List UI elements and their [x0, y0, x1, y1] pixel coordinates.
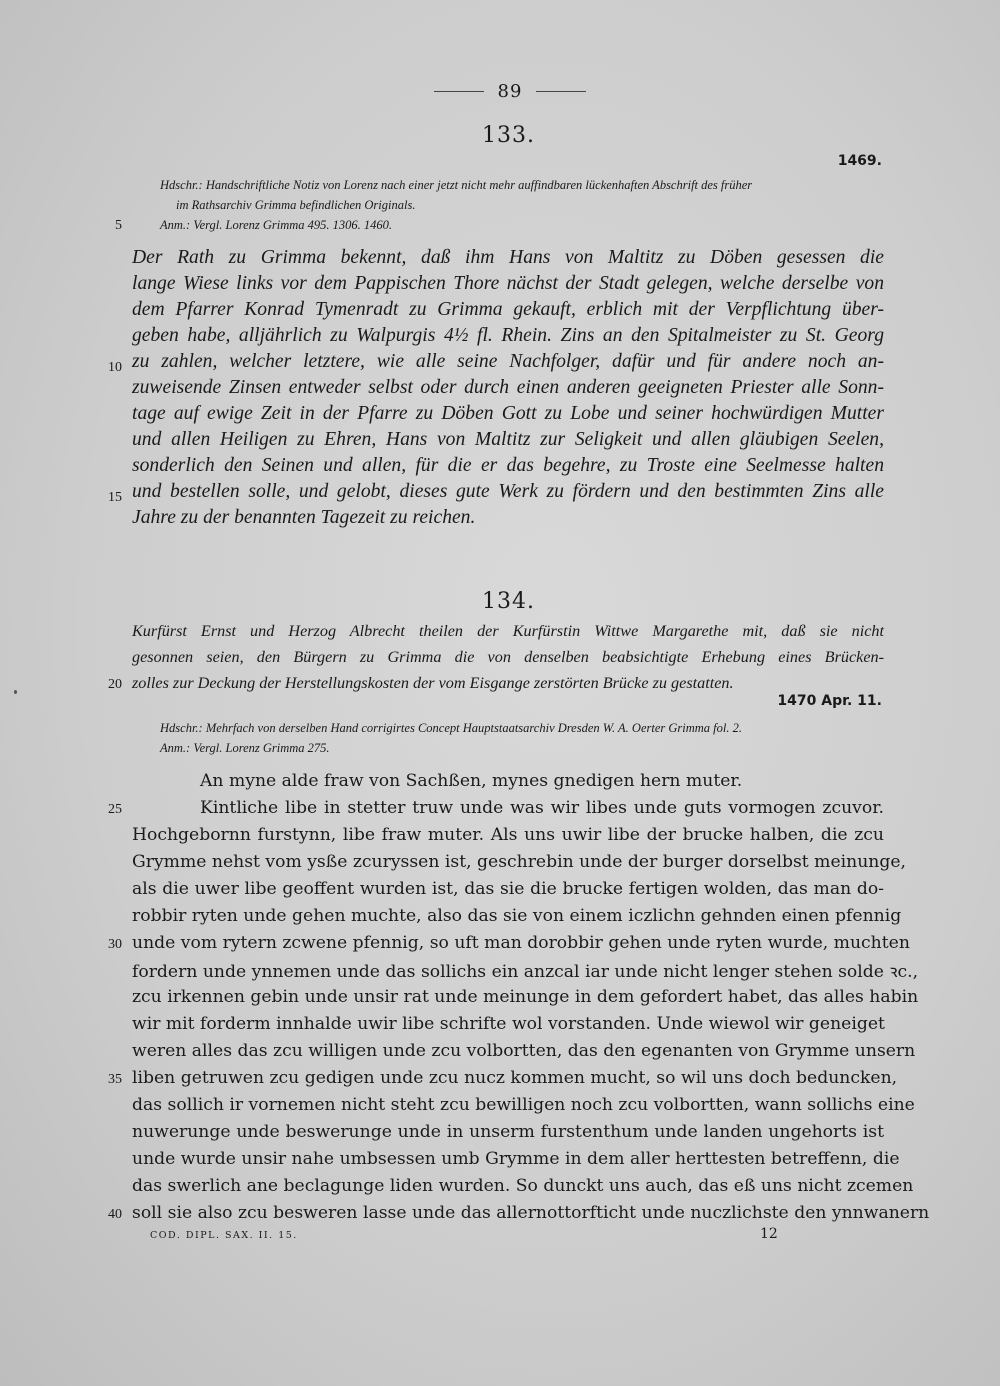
line-number: 20 [108, 677, 122, 692]
document-number-134: 134. [482, 589, 535, 614]
body-line: und bestellen solle, und gelobt, dieses gute Werk zu fördern und den bestimmten Zins alle [132, 481, 884, 502]
letter-line: das swerlich ane beclagunge liden wurden. So dunckt uns auch, das eß uns nicht zcemen [132, 1176, 914, 1196]
letter-line: das sollich ir vornemen nicht steht zcu bewilligen noch zcu volbortten, wann sollichs eine [132, 1095, 915, 1115]
body-line: zuweisende Zinsen entweder selbst oder durch einen anderen geeigneten Priester alle Sonn- [132, 377, 884, 398]
manuscript-note-133-cont: im Rathsarchiv Grimma befindlichen Originals. [176, 198, 416, 212]
letter-line: unde vom rytern zcwene pfennig, so uft man dorobbir gehen unde ryten wurde, muchten [132, 933, 910, 953]
body-line: dem Pfarrer Konrad Tymenradt zu Grimma gekauft, erblich mit der Verpflichtung über- [132, 299, 884, 320]
letter-line: unde wurde unsir nahe umbsessen umb Grymme in dem aller herttesten betreffenn, die [132, 1149, 900, 1169]
body-line: tage auf ewige Zeit in der Pfarre zu Döben Gott zu Lobe und seiner hochwürdigen Mutter [132, 403, 884, 424]
letter-line: nuwerunge unde beswerunge unde in unserm furstenthum unde landen ungehorts ist [132, 1122, 884, 1142]
body-line: zu zahlen, welcher letztere, wie alle seine Nachfolger, dafür und für andere noch an- [132, 351, 884, 372]
header-rule-left [434, 91, 484, 92]
manuscript-note-134: Hdschr.: Mehrfach von derselben Hand corrigirtes Concept Hauptstaatsarchiv Dresden W. A. Oerter Grimma fol. 2. [160, 721, 743, 735]
body-line: Der Rath zu Grimma bekennt, daß ihm Hans von Maltitz zu Döben gesessen die [132, 247, 884, 268]
body-line: lange Wiese links vor dem Pappischen Thore nächst der Stadt gelegen, welche derselbe von [132, 273, 884, 294]
page-header [420, 80, 600, 102]
footer-sheet-number: 12 [760, 1226, 778, 1242]
line-number: 35 [108, 1072, 122, 1087]
letter-line: wir mit forderm innhalde uwir libe schrifte wol vorstanden. Unde wiewol wir geneiget [132, 1014, 885, 1034]
annotation-note-134: Anm.: Vergl. Lorenz Grimma 275. [160, 741, 330, 755]
letter-line: weren alles das zcu willigen unde zcu volbortten, das den egenanten von Grymme unsern [132, 1041, 916, 1061]
body-line: geben habe, alljährlich zu Walpurgis 4½ fl. Rhein. Zins an den Spitalmeister zu St. Georg [132, 325, 884, 346]
line-number: 10 [108, 360, 122, 375]
letter-line: als die uwer libe geoffent wurden ist, das sie die brucke fertigen wolden, das man do- [132, 879, 884, 899]
letter-address: An myne alde fraw von Sachßen, mynes gnedigen hern muter. [200, 771, 743, 791]
manuscript-note-133: Hdschr.: Handschriftliche Notiz von Lorenz nach einer jetzt nicht mehr auffindbaren lückenhaften Abschrift des früher [160, 178, 753, 192]
line-number: 5 [115, 218, 122, 233]
document-date-133: 1469. [837, 153, 882, 169]
body-line: Jahre zu der benannten Tagezeit zu reichen. [132, 507, 476, 528]
letter-line: liben getruwen zcu gedigen unde zcu nucz kommen mucht, so wil uns doch beduncken, [132, 1068, 898, 1088]
body-line: und allen Heiligen zu Ehren, Hans von Maltitz zur Seligkeit und allen gläubigen Seelen, [132, 429, 884, 450]
body-line: sonderlich den Seinen und allen, für die er das begehre, zu Troste eine Seelmesse halten [132, 455, 884, 476]
letter-line: soll sie also zcu besweren lasse unde das allernottorfticht unde nuczlichste den ynnwanern [132, 1203, 930, 1223]
footer-signature: COD. DIPL. SAX. II. 15. [150, 1230, 298, 1241]
summary-line: Kurfürst Ernst und Herzog Albrecht theilen der Kurfürstin Wittwe Margarethe mit, daß sie nicht [132, 622, 884, 640]
line-number: 25 [108, 802, 122, 817]
header-rule-right [536, 91, 586, 92]
letter-greeting: Kintliche libe in stetter truw unde was wir libes unde guts vormogen zcuvor. [200, 798, 884, 818]
letter-line: Hochgebornn furstynn, libe fraw muter. Als uns uwir libe der brucke halben, die zcu [132, 825, 884, 845]
summary-line: zolles zur Deckung der Herstellungskosten der vom Eisgange zerstörten Brücke zu gestatten. [132, 674, 734, 692]
letter-line: zcu irkennen gebin unde unsir rat unde meinunge in dem gefordert habet, das alles habin [132, 987, 919, 1007]
document-date-134: 1470 Apr. 11. [777, 693, 882, 709]
page-number: 89 [497, 80, 523, 102]
letter-line: Grymme nehst vom ysße zcuryssen ist, geschrebin unde der burger dorselbst meinunge, [132, 852, 906, 872]
letter-line: robbir ryten unde gehen muchte, also das sie von einem iczlichn gehnden einen pfennig [132, 906, 902, 926]
document-number-133: 133. [482, 123, 535, 148]
line-number: 15 [108, 490, 122, 505]
line-number: 30 [108, 937, 122, 952]
letter-line: fordern unde ynnemen unde das sollichs ein anzcal iar unde nicht lenger stehen solde ꝛc., [132, 962, 919, 982]
summary-line: gesonnen seien, den Bürgern zu Grimma die von denselben beabsichtigte Erhebung eines Brücken- [132, 648, 884, 666]
scan-speck [14, 690, 17, 694]
line-number: 40 [108, 1207, 122, 1222]
annotation-note-133: Anm.: Vergl. Lorenz Grimma 495. 1306. 1460. [160, 218, 393, 232]
